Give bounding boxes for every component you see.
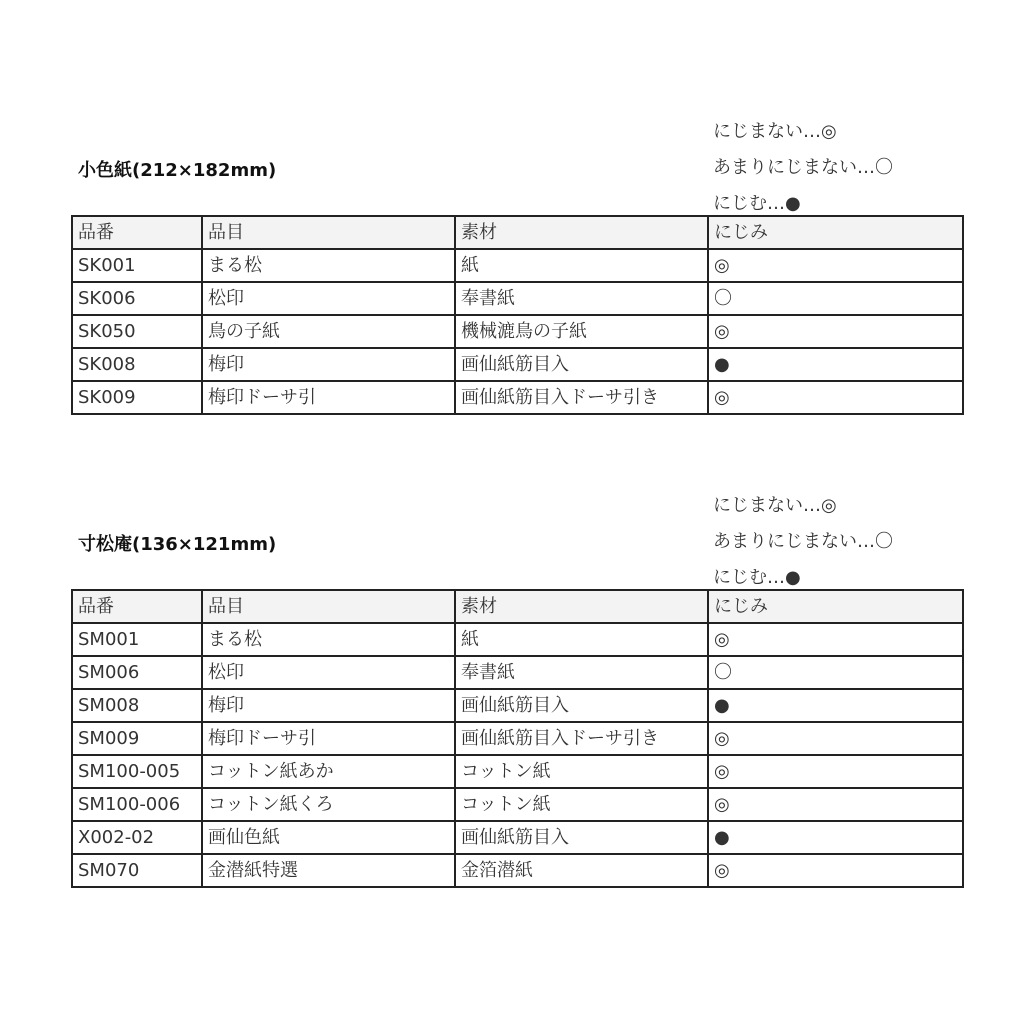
cell-bleed: ●: [708, 821, 963, 854]
cell-material: 金箔潜紙: [455, 854, 708, 887]
table-row: [72, 788, 963, 821]
cell-product-number: SM100-006: [72, 788, 202, 821]
cell-item: 梅印: [202, 348, 455, 381]
cell-product-number: SK008: [72, 348, 202, 381]
cell-product-number: SM006: [72, 656, 202, 689]
table-row: [72, 821, 963, 854]
header-item: 品目: [202, 216, 455, 249]
cell-material: 画仙紙筋目入: [455, 689, 708, 722]
cell-material: コットン紙: [455, 788, 708, 821]
legend-item-little-bleed: あまりにじまない…〇: [713, 531, 893, 552]
legend-item-little-bleed: あまりにじまない…〇: [713, 157, 893, 178]
cell-item: 画仙色紙: [202, 821, 455, 854]
cell-item: 松印: [202, 282, 455, 315]
table-row: [72, 755, 963, 788]
table-header-row: [72, 216, 963, 249]
table-header-row: [72, 590, 963, 623]
table-row: [72, 722, 963, 755]
table-row: [72, 623, 963, 656]
cell-bleed: ◎: [708, 623, 963, 656]
product-table: [71, 215, 964, 415]
table-row: [72, 315, 963, 348]
cell-material: 画仙紙筋目入ドーサ引き: [455, 722, 708, 755]
cell-product-number: SM100-005: [72, 755, 202, 788]
product-table: [71, 589, 964, 888]
header-product-number: 品番: [72, 590, 202, 623]
cell-material: 奉書紙: [455, 656, 708, 689]
cell-item: 鳥の子紙: [202, 315, 455, 348]
cell-material: コットン紙: [455, 755, 708, 788]
cell-bleed: ●: [708, 689, 963, 722]
cell-item: 梅印: [202, 689, 455, 722]
table-row: [72, 282, 963, 315]
section-title: 小色紙(212×182mm): [78, 160, 277, 181]
cell-product-number: SK001: [72, 249, 202, 282]
header-material: 素材: [455, 590, 708, 623]
cell-product-number: SK009: [72, 381, 202, 414]
cell-material: 奉書紙: [455, 282, 708, 315]
table-row: [72, 381, 963, 414]
cell-bleed: ◎: [708, 381, 963, 414]
cell-bleed: ◎: [708, 315, 963, 348]
table-row: [72, 689, 963, 722]
cell-material: 画仙紙筋目入: [455, 348, 708, 381]
cell-item: 梅印ドーサ引: [202, 381, 455, 414]
legend-item-bleed: にじむ…●: [713, 567, 801, 588]
header-item: 品目: [202, 590, 455, 623]
cell-product-number: SK050: [72, 315, 202, 348]
legend-item-no-bleed: にじまない…◎: [713, 121, 837, 142]
cell-bleed: ◎: [708, 249, 963, 282]
table-row: [72, 249, 963, 282]
cell-bleed: ◎: [708, 854, 963, 887]
bleed-legend: [713, 114, 893, 222]
header-material: 素材: [455, 216, 708, 249]
header-product-number: 品番: [72, 216, 202, 249]
cell-bleed: ◎: [708, 755, 963, 788]
header-bleed: にじみ: [708, 216, 963, 249]
cell-product-number: SM009: [72, 722, 202, 755]
cell-product-number: SM001: [72, 623, 202, 656]
cell-item: 松印: [202, 656, 455, 689]
cell-product-number: X002-02: [72, 821, 202, 854]
cell-material: 画仙紙筋目入: [455, 821, 708, 854]
bleed-legend: [713, 488, 893, 596]
cell-item: コットン紙くろ: [202, 788, 455, 821]
cell-material: 紙: [455, 623, 708, 656]
cell-bleed: ●: [708, 348, 963, 381]
cell-bleed: 〇: [708, 656, 963, 689]
cell-bleed: 〇: [708, 282, 963, 315]
section-title: 寸松庵(136×121mm): [78, 534, 277, 555]
legend-item-no-bleed: にじまない…◎: [713, 495, 837, 516]
cell-product-number: SK006: [72, 282, 202, 315]
header-bleed: にじみ: [708, 590, 963, 623]
cell-item: まる松: [202, 249, 455, 282]
cell-bleed: ◎: [708, 722, 963, 755]
cell-material: 画仙紙筋目入ドーサ引き: [455, 381, 708, 414]
cell-product-number: SM070: [72, 854, 202, 887]
cell-material: 機械漉鳥の子紙: [455, 315, 708, 348]
cell-item: 金潜紙特選: [202, 854, 455, 887]
table-row: [72, 854, 963, 887]
legend-item-bleed: にじむ…●: [713, 193, 801, 214]
cell-item: まる松: [202, 623, 455, 656]
cell-product-number: SM008: [72, 689, 202, 722]
cell-item: 梅印ドーサ引: [202, 722, 455, 755]
cell-material: 紙: [455, 249, 708, 282]
cell-item: コットン紙あか: [202, 755, 455, 788]
table-row: [72, 656, 963, 689]
table-row: [72, 348, 963, 381]
cell-bleed: ◎: [708, 788, 963, 821]
